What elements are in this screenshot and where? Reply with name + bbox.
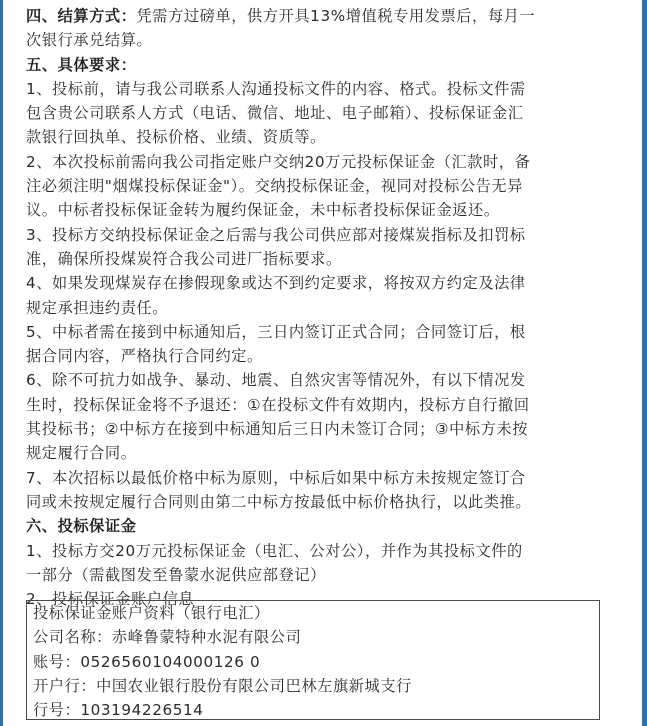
section-5-line: 7、本次招标以最低价格中标为原则，中标后如果中标方未按规定签订合	[26, 468, 526, 487]
section-6-line: 2、投标保证金账户信息	[26, 590, 195, 609]
section-6-title: 六、投标保证金	[26, 517, 137, 536]
account-company-name: 公司名称：赤峰鲁蒙特种水泥有限公司	[33, 628, 302, 647]
section-5-line: 据合同内容，严格执行合同约定。	[26, 347, 263, 366]
section-5-line: 规定承担违约责任。	[26, 298, 169, 317]
section-6-line: 一部分（需截图发至鲁蒙水泥供应部登记）	[26, 565, 326, 584]
section-5-line: 2、本次投标前需向我公司指定账户交纳20万元投标保证金（汇款时，备	[26, 152, 531, 171]
account-info-box	[26, 600, 600, 720]
section-5-line: 其投标书；②中标方在接到中标通知后三日内未签订合同；③中标方未按	[26, 420, 529, 439]
account-box-title: 投标保证金账户资料（银行电汇）	[33, 604, 270, 622]
section-5-line: 6、除不可抗力如战争、暴动、地震、自然灾害等情况外，有以下情况发	[26, 371, 526, 390]
section-5-line: 准，确保所投煤炭符合我公司进厂指标要求。	[26, 249, 342, 268]
section-4-line-2: 次银行承兑结算。	[26, 31, 153, 50]
account-bank-code: 行号：103194226514	[33, 701, 204, 720]
section-5-line: 1、投标前，请与我公司联系人沟通投标文件的内容、格式。投标文件需	[26, 79, 526, 98]
section-5-title: 五、具体要求：	[26, 55, 137, 74]
section-4-text-1: 凭需方过磅单，供方开具13%增值税专用发票后，每月一	[136, 7, 536, 25]
section-5-line: 3、投标方交纳投标保证金之后需与我公司供应部对接煤炭指标及扣罚标	[26, 225, 526, 244]
section-5-line: 议。中标者投标保证金转为履约保证金，未中标者投标保证金返还。	[26, 201, 500, 220]
section-4-title: 四、结算方式：	[26, 7, 137, 25]
section-5-line: 款银行回执单、投标价格、业绩、资质等。	[26, 128, 326, 147]
section-5-line: 规定履行合同。	[26, 444, 137, 463]
account-bank: 开户行：中国农业银行股份有限公司巴林左旗新城支行	[33, 676, 412, 695]
section-6-line: 1、投标方交20万元投标保证金（电汇、公对公），并作为其投标文件的	[26, 541, 523, 560]
left-frame-border	[0, 0, 3, 726]
section-5-line: 5、中标者需在接到中标通知后，三日内签订正式合同；合同签订后，根	[26, 322, 526, 341]
section-5-line: 注必须注明"烟煤投标保证金"）。交纳投标保证金，视同对投标公告无异	[26, 177, 523, 196]
section-4-line-1	[26, 4, 616, 28]
section-5-line: 包含贵公司联系人方式（电话、微信、地址、电子邮箱）、投标保证金汇	[26, 104, 524, 123]
section-5-line: 4、如果发现煤炭存在掺假现象或达不到约定要求，将按双方约定及法律	[26, 274, 526, 293]
section-5-line: 同或未按规定履行合同则由第二中标方按最低中标价格执行，以此类推。	[26, 492, 532, 511]
section-5-line: 生时，投标保证金将不予退还：①在投标文件有效期内，投标方自行撤回	[26, 395, 530, 414]
document-body	[26, 4, 616, 611]
right-frame-border	[642, 0, 647, 726]
account-number: 账号：0526560104000126 0	[33, 652, 261, 671]
